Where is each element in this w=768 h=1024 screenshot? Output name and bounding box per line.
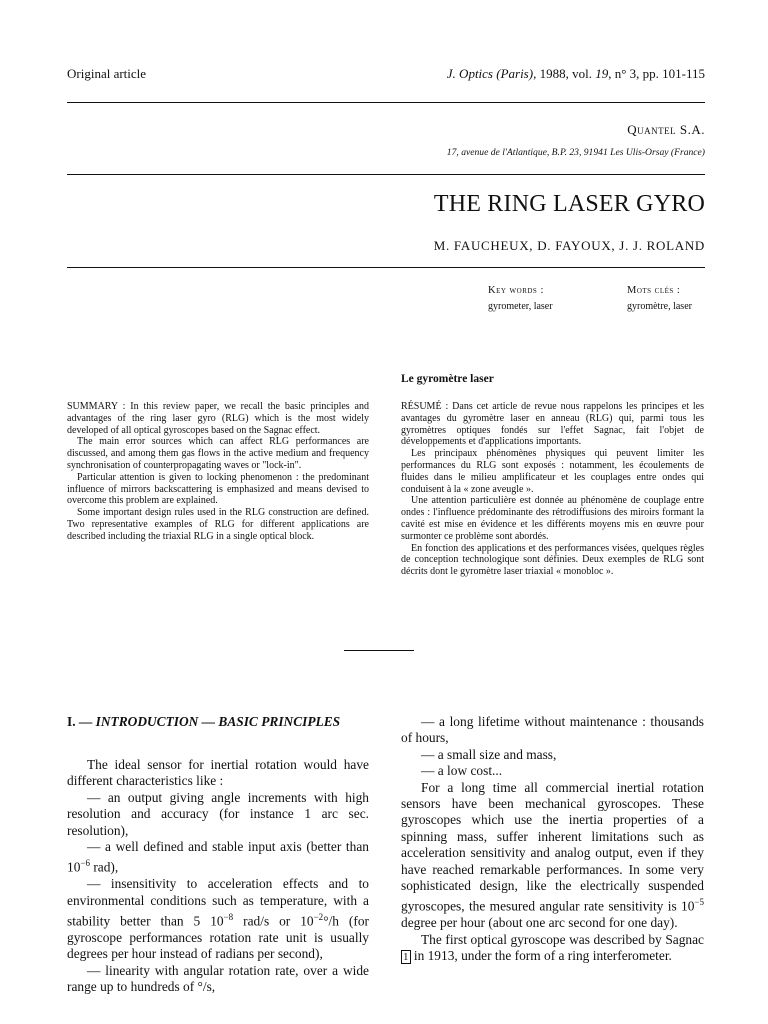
section-number: I. — [67,714,96,729]
title-rule-bottom [67,267,705,268]
list-item-text: — a well defined and stable input axis (better than 10 [67,839,369,875]
body-text: The first optical gyroscope was described by Sagnac [421,931,704,947]
exponent: −2 [313,912,324,923]
exponent: −6 [80,858,90,869]
list-item: — linearity with angular rotation rate, over a wide range up to hundreds of °/s, [67,962,369,995]
top-rule [67,102,705,103]
keywords-en-value: gyrometer, laser [488,301,553,312]
exponent: −5 [694,897,704,908]
resume-heading: Le gyromètre laser [401,373,494,385]
list-item: — a small size and mass, [421,746,557,762]
body-paragraph [401,780,704,932]
article-type: Original article [67,66,147,81]
section-title: INTRODUCTION — BASIC PRINCIPLES [95,714,341,729]
body-text: For a long time all commercial inertial rotation sensors have been mechanical gyroscopes. These gyroscopes which use the inertia properties of a spinning mass, suffer inherent limitations such as acceleration sensitivity and analog output, even if they have reached remarkable performances. In some very sophisticated design, like the electrically suspended gyroscopes, the mesured angular rate sensitivity is 10 [401,779,704,914]
resume-paragraph: Les principaux phénomènes physiques qui peuvent limiter les performances du RLG sont exposés : notamment, les écoulements de fluides dans le milieu amplificateur et les couplages entre ondes qui conduisent à la « zone aveugle ». [401,448,704,495]
summary-paragraph: The main error sources which can affect RLG performances are discussed, and among them gas flows in the active medium and frequency synchronisation of counterpropagating waves or "lock-in". [67,436,369,471]
list-item-text: rad), [89,859,119,875]
journal-name: J. Optics (Paris) [446,66,534,81]
list-item-text: °/h (for gyroscope performances rotation rate unit is usually degrees per hour instead of radians per second), [67,913,369,962]
company-name: Quantel S.A. [627,122,705,137]
keywords-en-label: Key words : [488,285,544,296]
journal-pages: , n° 3, pp. 101-115 [608,66,705,81]
list-item: — a low cost... [421,763,503,779]
company-address: 17, avenue de l'Atlantique, B.P. 23, 91941 Les Ulis-Orsay (France) [446,147,705,158]
keywords-en [488,285,553,312]
summary-paragraph: Some important design rules used in the RLG construction are defined. Two representative examples of RLG for different applications are described including the triaxial RLG in a single optical block. [67,507,369,542]
section-heading [67,714,340,730]
list-item [67,839,369,876]
keywords-fr [627,285,692,312]
summary-paragraph: SUMMARY : In this review paper, we recall the basic principles and advantages of the ring laser gyro (RLG) which is the most widely developed of all optical gyroscopes based on the Sagnac effect. [67,401,369,436]
summary-block [67,401,369,543]
resume-block [401,401,704,578]
resume-paragraph: Une attention particulière est donnée au phénomène de couplage entre ondes : l'influence prédominante des rétrodiffusions des miroirs formant la cavité est mise en évidence et les différents moyens mis en œuvre pour surmonter ce problème sont abordés. [401,495,704,542]
summary-paragraph: Particular attention is given to locking phenomenon : the predominant influence of mirrors backscattering is emphasized and means devised to overcome this problem are explained. [67,471,369,507]
body-paragraph [401,932,704,966]
exponent: −8 [223,912,234,923]
journal-citation [447,66,705,82]
list-item: — an output giving angle increments with high resolution and accuracy (for instance 1 arc sec. resolution), [67,789,369,838]
left-column [67,757,369,996]
right-column [401,714,704,966]
body-text: in 1913, under the form of a ring interferometer. [410,948,672,964]
citation-reference[interactable]: 1 [403,951,409,964]
list-item-text: — insensitivity to acceleration effects and to environmental conditions such as temperature, with a stability better than 5 10 [67,876,369,929]
resume-paragraph: RÉSUMÉ : Dans cet article de revue nous rappelons les principes et les avantages du gyromètre laser en anneau (RLG) qui, parmi tous les gyromètres optiques fondés sur l'effet Sagnac, fait l'objet de développements et d'applications importants. [401,401,704,448]
article-title: THE RING LASER GYRO [433,191,705,217]
resume-paragraph: En fonction des applications et des performances visées, quelques règles de conception technologique sont définies. Deux exemples de RLG sont décrits dont le gyromètre laser triaxial « monobloc ». [401,542,704,578]
list-item: — a long lifetime without maintenance : thousands of hours, [401,714,704,746]
keywords-fr-value: gyromètre, laser [627,301,692,312]
author-list: M. FAUCHEUX, D. FAYOUX, J. J. ROLAND [433,238,705,253]
title-rule-top [67,174,705,175]
body-paragraph: The ideal sensor for inertial rotation would have different characteristics like : [67,757,369,789]
section-divider [344,650,414,651]
list-item-text: rad/s or 10 [233,913,314,929]
keywords-fr-label: Mots clés : [627,285,681,296]
journal-volume: 19 [595,66,609,81]
list-item [67,876,369,963]
journal-year: , 1988, vol. [533,66,596,81]
body-text: degree per hour (about one arc second for one day). [401,915,678,931]
